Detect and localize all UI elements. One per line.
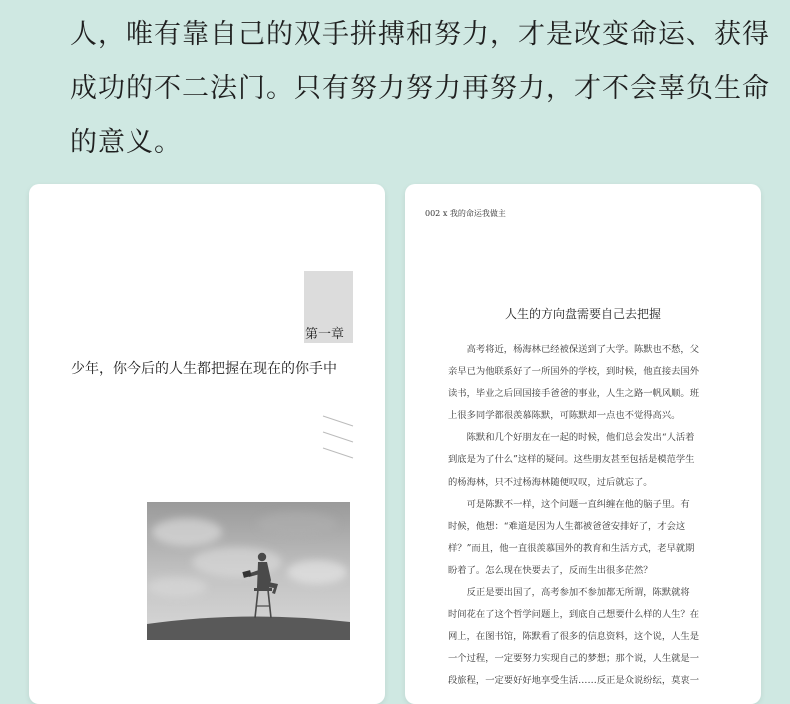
body-line: 的杨海林，只不过杨海林随便叹叹，过后就忘了。 — [448, 476, 653, 488]
chapter-title: 少年，你今后的人生都把握在现在的你手中 — [71, 361, 337, 377]
body-line: 网上，在图书馆，陈默看了很多的信息资料，这个说，人生是 — [448, 631, 700, 643]
body-line: 读书，毕业之后回国接手爸爸的事业，人生之路一帆风顺。班 — [448, 388, 700, 400]
section-title: 人生的方向盘需要自己去把握 — [504, 307, 661, 321]
body-text — [448, 339, 728, 693]
headline-line: 的意义。 — [70, 127, 182, 158]
body-line: 时候，他想：“难道是因为人生都被爸爸安排好了，才会这 — [448, 520, 686, 532]
body-line: 反正是要出国了，高考参加不参加都无所谓，陈默就将 — [448, 587, 690, 599]
headline-line: 成功的不二法门。只有努力努力再努力，才不会辜负生命 — [70, 73, 770, 104]
body-line: 亲早已为他联系好了一所国外的学校，到时候，他直接去国外 — [448, 366, 700, 378]
body-line: 陈默和几个好朋友在一起的时候，他们总会发出“人活着 — [448, 432, 695, 444]
body-line: 到底是为了什么”这样的疑问。这些朋友甚至包括是模范学生 — [448, 454, 695, 466]
decorative-lines — [321, 412, 355, 466]
headline-line: 人，唯有靠自己的双手拼搏和努力，才是改变命运、获得 — [70, 19, 770, 50]
running-head: 002 ⅹ 我的命运我做主 — [425, 209, 506, 218]
boy-on-ladder-photo — [147, 502, 350, 640]
body-line: 样？”而且，他一直很羡慕国外的教育和生活方式，老早就期 — [448, 542, 695, 554]
chapter-label: 第一章 — [305, 327, 345, 342]
body-line: 时间花在了这个哲学问题上，到底自己想要什么样的人生？在 — [448, 609, 700, 621]
left-book-page — [29, 184, 385, 704]
body-line: 一个过程，一定要努力实现自己的梦想；那个说，人生就是一 — [448, 653, 700, 665]
right-book-page — [405, 184, 761, 704]
body-line: 高考将近，杨海林已经被保送到了大学。陈默也不愁，父 — [448, 344, 700, 355]
body-line: 上很多同学都很羡慕陈默，可陈默却一点也不觉得高兴。 — [448, 410, 681, 422]
headline — [70, 8, 770, 170]
body-line: 段旅程，一定要好好地享受生活……反正是众说纷纭，莫衷一 — [448, 675, 700, 687]
body-line: 可是陈默不一样，这个问题一直纠缠在他的脑子里。有 — [448, 498, 690, 510]
body-line: 盼着了。怎么现在快要去了，反而生出很多茫然？ — [448, 564, 653, 576]
